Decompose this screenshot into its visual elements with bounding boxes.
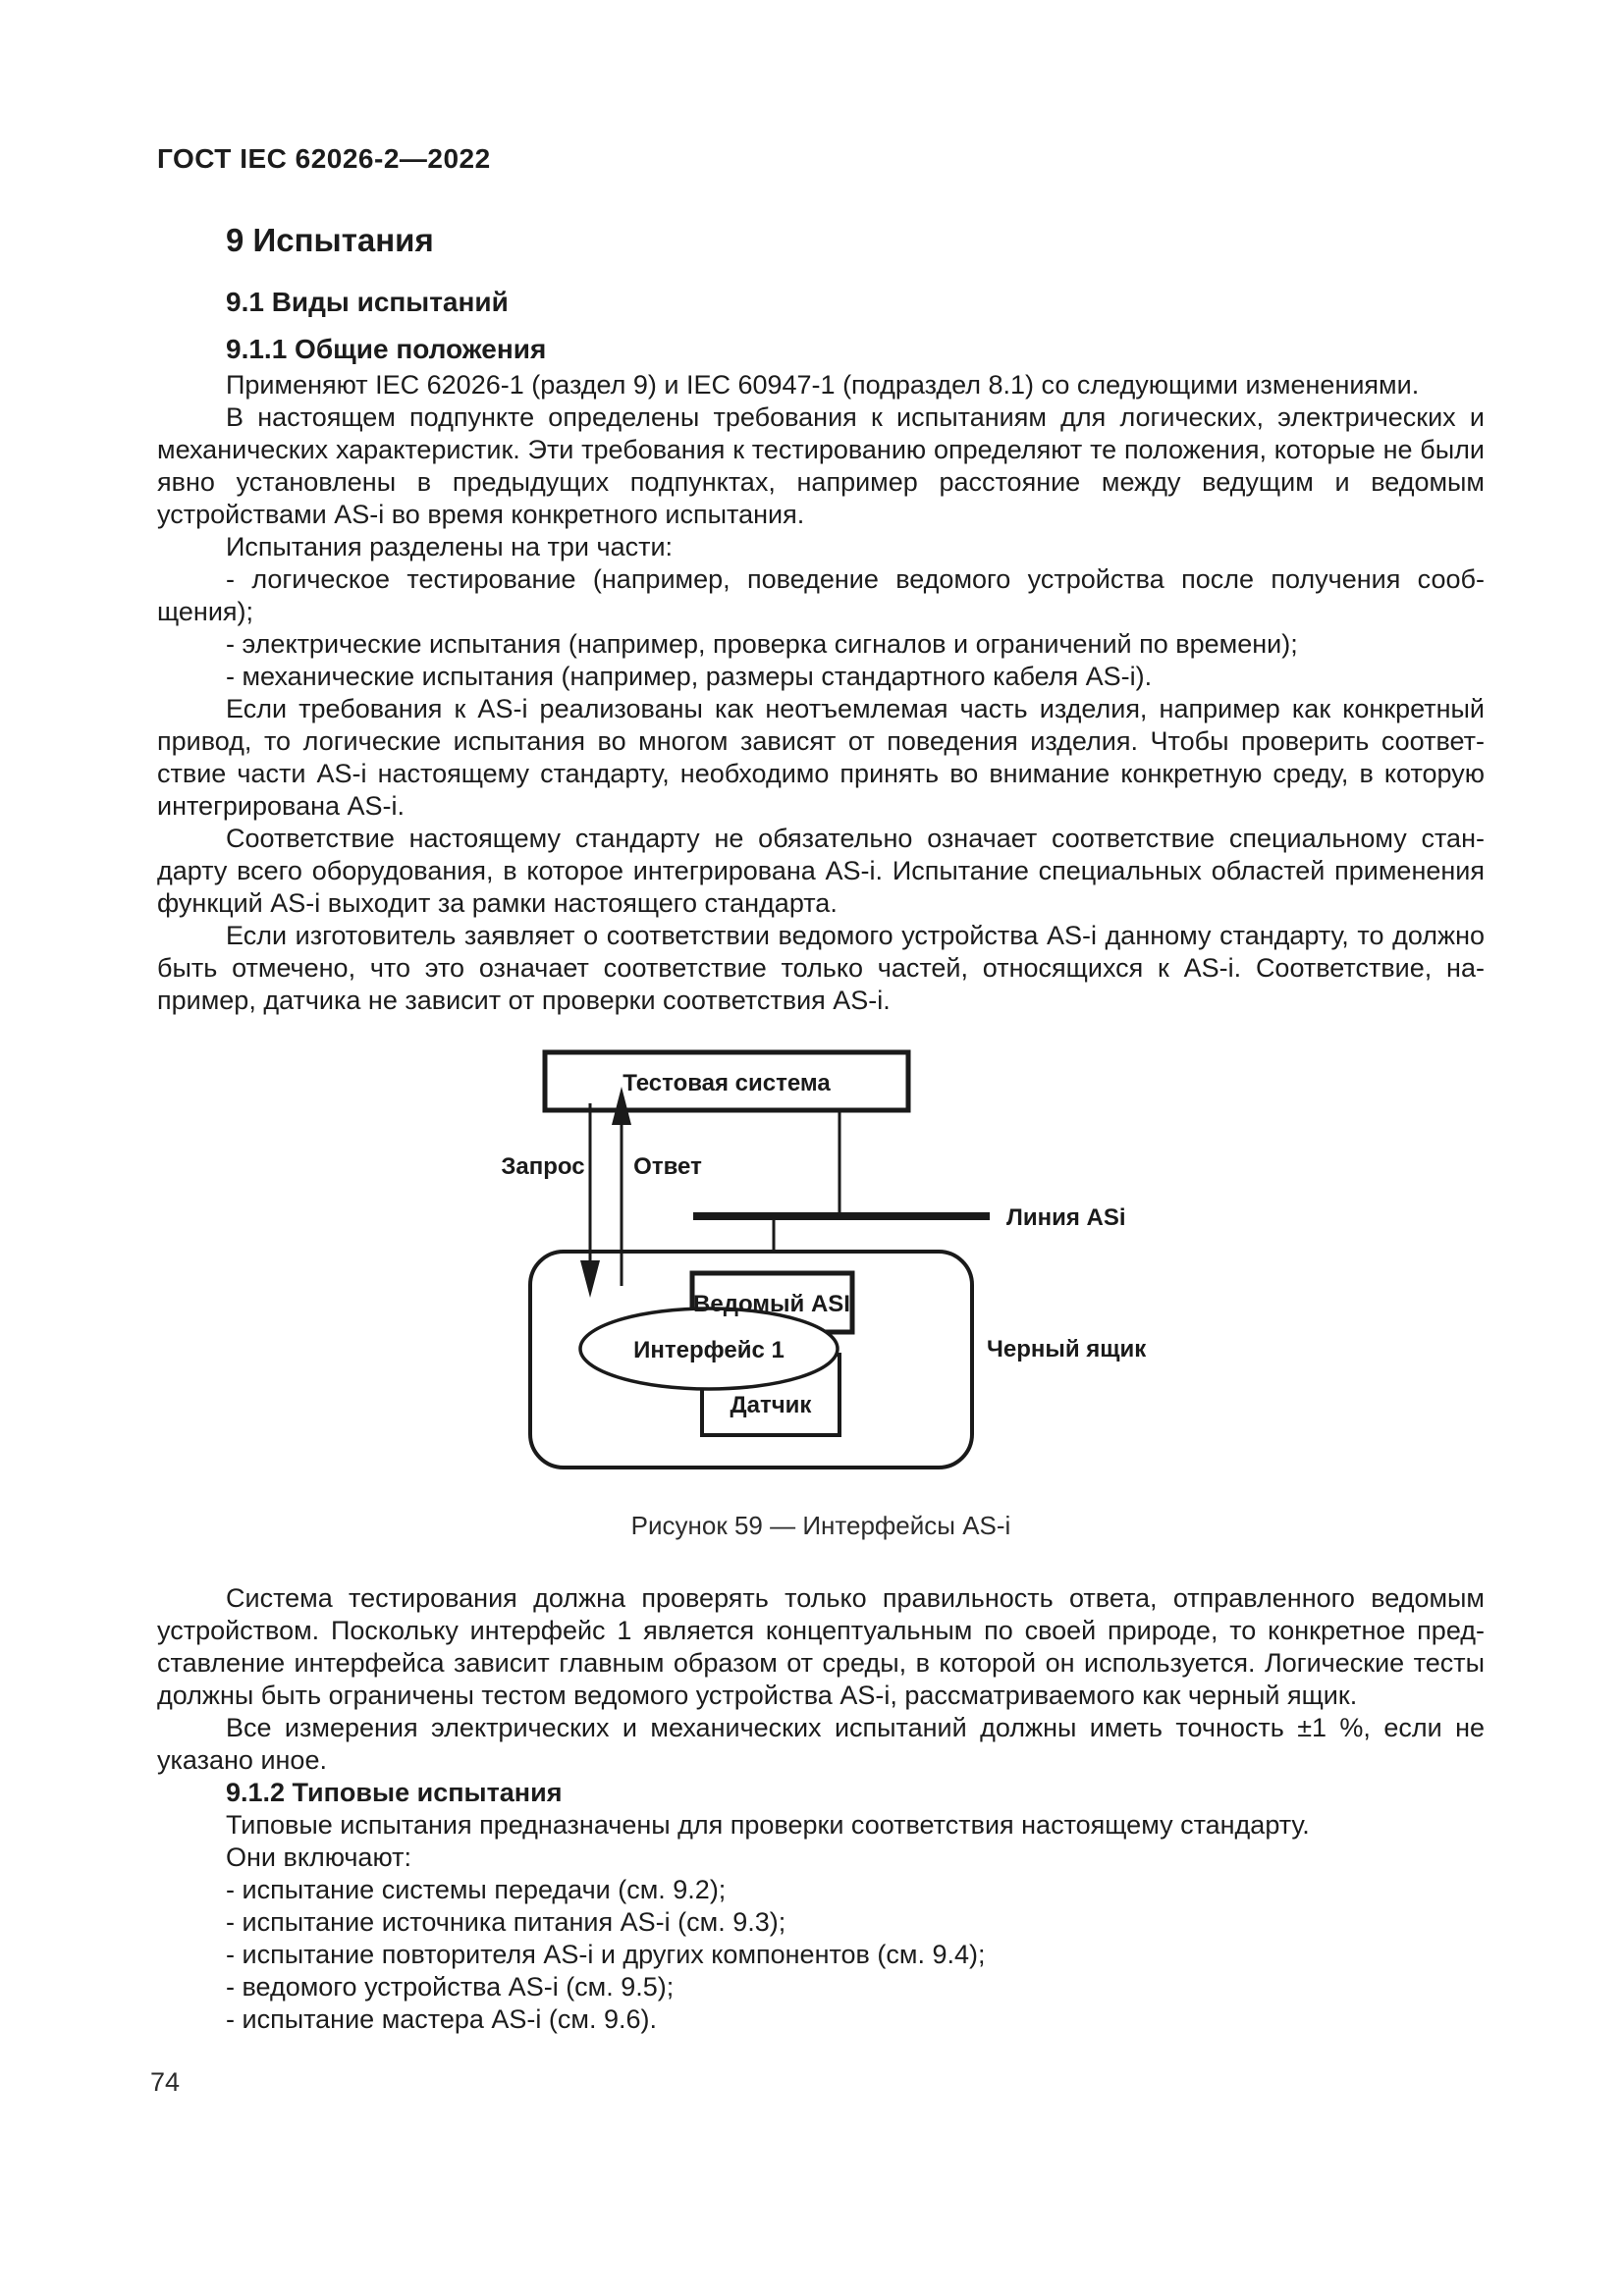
- list-item: - испытание источника питания AS-i (см. 9.3);: [226, 1907, 786, 1937]
- section-9-1-1-title: 9.1.1 Общие положения: [226, 334, 547, 364]
- paragraph: Применяют IEC 62026-1 (раздел 9) и IEC 60947-1 (подраздел 8.1) со следующими изменениями.: [226, 370, 1420, 400]
- asi-line-label: Линия ASi: [1006, 1204, 1126, 1231]
- paragraph: Они включают:: [226, 1842, 411, 1872]
- section-9-1-title: 9.1 Виды испытаний: [226, 287, 509, 317]
- paragraph: В настоящем подпункте определены требования к испытаниям для логических, электрических и механических характеристик. Эти требования к тестированию определяют те положения, которые не были явно установлены в предыдущих подпунктах, например расстояние между ведущим и ведомым устройствами AS-i во время конкретного испытания.: [157, 402, 1485, 529]
- interface-1-label: Интерфейс 1: [633, 1337, 785, 1363]
- list-item: - логическое тестирование (например, поведение ведомого устройства после получения сообщения);: [157, 564, 1485, 626]
- figure-caption: Рисунок 59 — Интерфейсы AS-i: [630, 1511, 1011, 1540]
- paragraph: Если требования к AS-i реализованы как неотъемлемая часть изделия, например как конкретный привод, то логические испытания во многом зависят от поведения изделия. Чтобы проверить соответствие части AS-i настоящему стандарту, необходимо принять во внимание конкретную среду, в которую интегрирована AS-i.: [157, 694, 1485, 821]
- list-item: - механические испытания (например, размеры стандартного кабеля AS-i).: [226, 662, 1153, 691]
- list-item: - ведомого устройства AS-i (см. 9.5);: [226, 1972, 675, 2002]
- body-text-after-figure: [157, 1582, 1485, 2036]
- document-header: ГОСТ IEC 62026-2—2022: [157, 143, 491, 174]
- section-9-title: 9 Испытания: [226, 222, 434, 258]
- paragraph: Испытания разделены на три части:: [226, 532, 674, 561]
- paragraph: Если изготовитель заявляет о соответствии ведомого устройства AS-i данному стандарту, то должно быть отмечено, что это означает соответствие только частей, относящихся к AS-i. Соответствие, например, датчика не зависит от проверки соответствия AS-i.: [157, 921, 1485, 1015]
- list-item: - электрические испытания (например, проверка сигналов и ограничений по времени);: [226, 629, 1298, 659]
- paragraph: Все измерения электрических и механических испытаний должны иметь точность ±1 %, если не указано иное.: [157, 1713, 1485, 1775]
- sensor-label: Датчик: [730, 1392, 812, 1418]
- paragraph: Система тестирования должна проверять только правильность ответа, отправленного ведомым устройством. Поскольку интерфейс 1 является концептуальным по своей природе, то конкретное представление интерфейса зависит главным образом от среды, в которой он используется. Логические тесты должны быть ограничены тестом ведомого устройства AS-i, рассматриваемого как черный ящик.: [157, 1583, 1485, 1710]
- page-number: 74: [150, 2067, 181, 2097]
- list-item: - испытание мастера AS-i (см. 9.6).: [226, 2004, 657, 2034]
- paragraph: Соответствие настоящему стандарту не обязательно означает соответствие специальному стандарту всего оборудования, в которое интегрирована AS-i. Испытание специальных областей применения функций AS-i выходит за рамки настоящего стандарта.: [157, 824, 1485, 918]
- response-label: Ответ: [633, 1153, 702, 1180]
- slave-asi-label: Ведомый ASI: [693, 1291, 850, 1317]
- body-text-before-figure: [157, 369, 1485, 1017]
- list-item: - испытание повторителя AS-i и других компонентов (см. 9.4);: [226, 1940, 986, 1969]
- test-system-label: Тестовая система: [623, 1070, 831, 1096]
- figure-59-diagram: [432, 1041, 1218, 1561]
- list-item: - испытание системы передачи (см. 9.2);: [226, 1875, 727, 1904]
- asi-interfaces-diagram: [432, 1041, 1218, 1561]
- paragraph: Типовые испытания предназначены для проверки соответствия настоящему стандарту.: [226, 1810, 1310, 1840]
- section-9-1-2-title: 9.1.2 Типовые испытания: [226, 1778, 563, 1807]
- request-label: Запрос: [501, 1153, 585, 1180]
- black-box-label: Черный ящик: [987, 1336, 1147, 1362]
